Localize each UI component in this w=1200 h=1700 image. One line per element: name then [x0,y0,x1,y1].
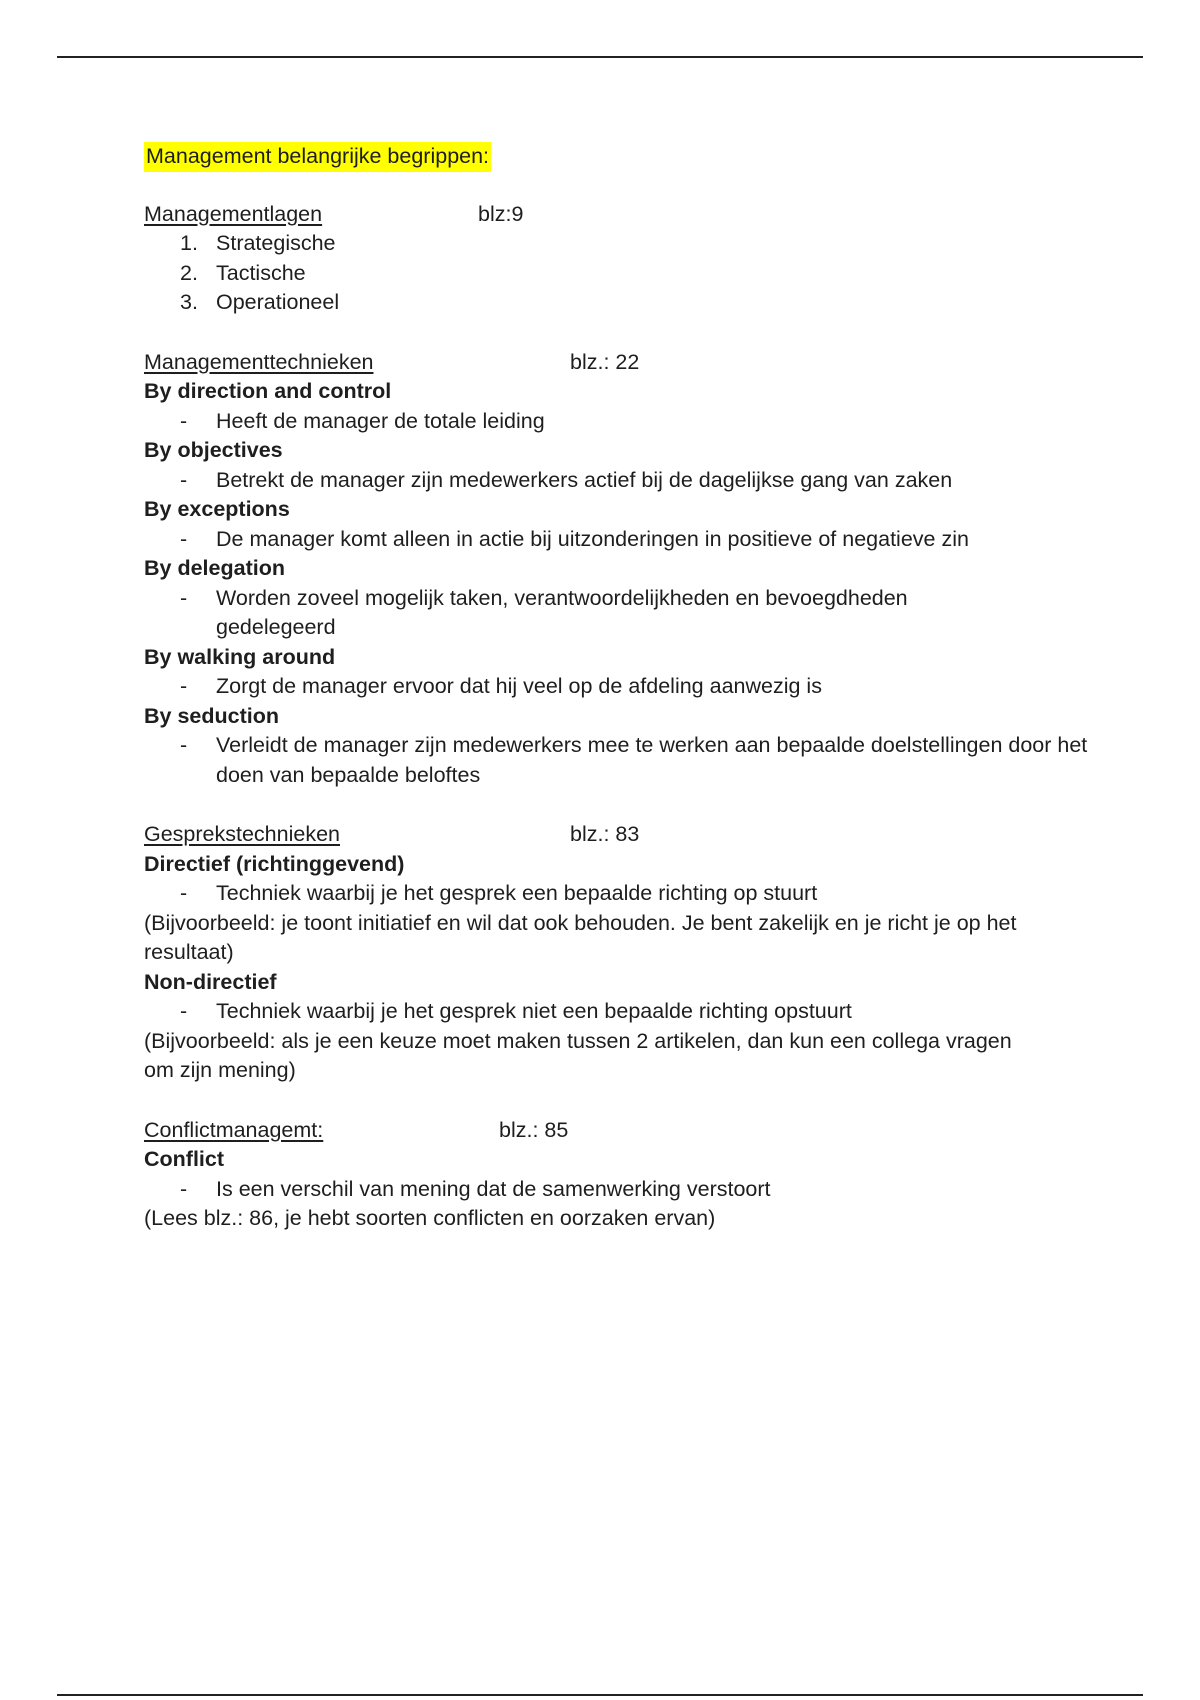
term-title: By exceptions [144,497,290,521]
section-managementlagen [144,200,1044,318]
term-title: By seduction [144,703,279,728]
bullet-dash: - [180,999,188,1023]
term-title: By direction and control [144,379,392,403]
bullet-text: Heeft de manager de totale leiding [216,408,545,433]
bullet-text: De manager komt alleen in actie bij uitzonderingen in positieve of negatieve zin [216,526,969,551]
bullet-item [144,879,1044,909]
list-number: 1. [180,231,198,255]
list-item [144,229,1044,259]
term-title: Conflict [144,1147,225,1171]
list-number: 3. [180,290,198,314]
bullet-text: Worden zoveel mogelijk taken, verantwoordelijkheden en bevoegdheden gedelegeerd [216,585,908,639]
section-heading-row [144,348,1044,378]
bullet-dash: - [180,585,188,610]
section-heading-row [144,1116,1044,1146]
section-heading: Gesprekstechnieken [144,822,340,846]
bullet-text: Betrekt de manager zijn medewerkers actief bij de dagelijkse gang van zaken [216,467,953,492]
numbered-list [144,229,1044,318]
list-item [144,288,1044,318]
list-item-text: Strategische [216,231,336,255]
bullet-dash: - [180,733,188,757]
list-item-text: Tactische [216,260,306,285]
bullet-text: Techniek waarbij je het gesprek een bepaalde richting op stuurt [216,881,818,905]
bullet-text: Verleidt de manager zijn medewerkers mee te werken aan bepaalde doelstellingen door het doen van bepaalde beloftes [216,733,1088,787]
term-title: Non-directief [144,969,277,994]
bullet-item [144,407,1044,437]
bullet-dash: - [180,1176,188,1201]
section-heading: Conflictmanagemt: [144,1117,324,1142]
bullet-text: Techniek waarbij je het gesprek niet een bepaalde richting opstuurt [216,999,852,1023]
document-title: Management belangrijke begrippen: [144,142,491,172]
page-reference: blz.: 85 [499,1117,569,1142]
bullet-item [144,672,1044,702]
page-reference: blz:9 [478,201,524,226]
page-reference: blz.: 22 [570,349,640,374]
bullet-text: Is een verschil van mening dat de samenwerking verstoort [216,1176,771,1201]
bullet-item [144,1175,1044,1205]
bullet-dash: - [180,467,188,492]
bullet-item [144,466,1044,496]
section-heading-row [144,820,1044,850]
term-title: By walking around [144,644,336,669]
footer-rule [57,1694,1143,1696]
bullet-text: Zorgt de manager ervoor dat hij veel op de afdeling aanwezig is [216,674,822,698]
example-note: (Lees blz.: 86, je hebt soorten conflicten en oorzaken ervan) [144,1206,716,1230]
bullet-dash: - [180,408,188,433]
section-gesprekstechnieken [144,820,1044,1086]
bullet-item [144,584,996,643]
bullet-item [144,731,1096,790]
bullet-dash: - [180,881,188,905]
bullet-item [144,525,1044,555]
list-item-text: Operationeel [216,290,340,314]
bullet-item [144,997,1044,1027]
list-item [144,259,1044,289]
term-title: Directief (richtinggevend) [144,851,405,876]
document-body [144,142,1088,1264]
term-title: By delegation [144,556,285,580]
term-title: By objectives [144,438,283,462]
section-heading: Managementtechnieken [144,349,374,374]
header-rule [57,56,1143,58]
section-heading: Managementlagen [144,201,323,226]
page-reference: blz.: 83 [570,822,640,846]
list-number: 2. [180,260,198,285]
section-conflictmanagement [144,1116,1044,1234]
example-note: (Bijvoorbeeld: als je een keuze moet maken tussen 2 artikelen, dan kun een collega vragen om zijn mening) [144,1028,1012,1082]
section-heading-row [144,200,1044,230]
section-managementtechnieken [144,348,1088,791]
bullet-dash: - [180,526,188,551]
example-note: (Bijvoorbeeld: je toont initiatief en wil dat ook behouden. Je bent zakelijk en je richt je op het resultaat) [144,910,1017,964]
bullet-dash: - [180,674,188,698]
